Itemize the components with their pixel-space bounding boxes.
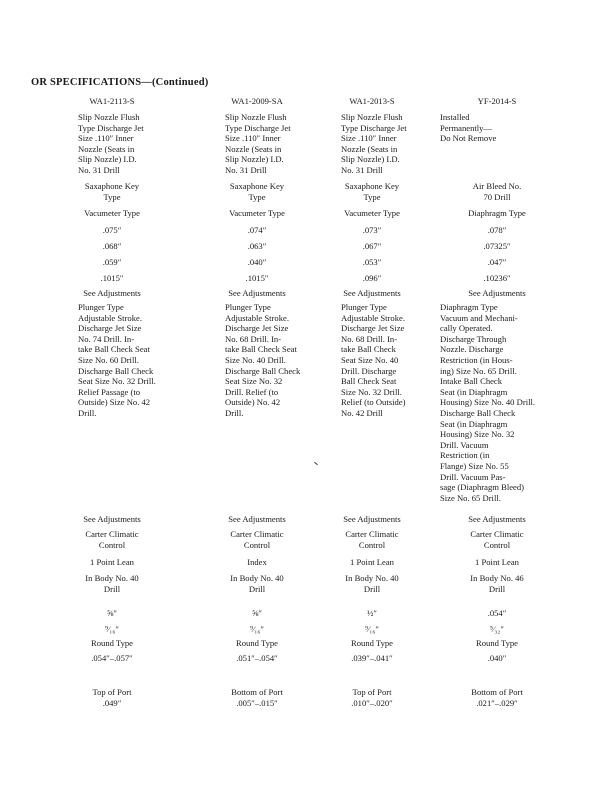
spec-choke: Carter Climatic Control — [345, 529, 399, 550]
spec-port: Top of Port .049″ — [92, 687, 132, 708]
spec-adj1: See Adjustments — [468, 288, 526, 298]
spec-metering: Vacumeter Type — [84, 208, 140, 218]
spec-v4: .1015″ — [100, 273, 124, 283]
spec-heat: In Body No. 40 Drill — [85, 573, 139, 594]
spec-port: Bottom of Port .005″–.015″ — [231, 687, 283, 708]
spec-f2: ⁹⁄₁₆″ — [364, 624, 380, 634]
spec-v2: .063″ — [247, 241, 267, 251]
spec-v1: .075″ — [102, 225, 122, 235]
spec-port: Top of Port .010″–.020″ — [351, 687, 393, 708]
spec-key-type: Saxaphone Key Type — [344, 181, 400, 202]
spec-setting: Index — [247, 557, 267, 567]
spec-model: WA1-2013-S — [349, 96, 395, 106]
spec-metering: Diaphragm Type — [468, 208, 526, 218]
spec-adj1: See Adjustments — [228, 288, 286, 298]
spec-v3: .040″ — [247, 257, 267, 267]
spec-v3: .059″ — [102, 257, 122, 267]
spec-round: Round Type — [91, 638, 133, 648]
spec-v2: .067″ — [362, 241, 382, 251]
spec-v2: .07325″ — [483, 241, 511, 251]
spec-v1: .073″ — [362, 225, 382, 235]
spec-adj2: See Adjustments — [343, 514, 401, 524]
spec-f2: ⁹⁄₁₆″ — [104, 624, 120, 634]
spec-v4: .1015″ — [245, 273, 269, 283]
spec-heat: In Body No. 40 Drill — [230, 573, 284, 594]
spec-model: WA1-2113-S — [89, 96, 135, 106]
spec-adj2: See Adjustments — [83, 514, 141, 524]
spec-v3: .047″ — [487, 257, 507, 267]
spec-range: .040″ — [487, 653, 507, 663]
spec-range: .039″–.041″ — [351, 653, 393, 663]
spec-setting: 1 Point Lean — [90, 557, 134, 567]
spec-metering: Vacumeter Type — [229, 208, 285, 218]
spec-round: Round Type — [351, 638, 393, 648]
spec-v3: .053″ — [362, 257, 382, 267]
spec-round: Round Type — [476, 638, 518, 648]
spec-description: Slip Nozzle Flush Type Discharge Jet Size .110″ Inner Nozzle (Seats in Slip Nozzle) I.D. No. 31 Drill — [341, 112, 407, 175]
spec-adj2: See Adjustments — [228, 514, 286, 524]
spec-key-type: Saxaphone Key Type — [229, 181, 285, 202]
spec-description: Installed Permanently— Do Not Remove — [440, 112, 497, 144]
spec-f2: ⁹⁄₁₆″ — [249, 624, 265, 634]
spec-model: WA1-2009-SA — [231, 96, 283, 106]
spec-setting: 1 Point Lean — [475, 557, 519, 567]
page-title: OR SPECIFICATIONS—(Continued) — [31, 77, 209, 88]
spec-metering: Vacumeter Type — [344, 208, 400, 218]
spec-v4: .10236″ — [483, 273, 511, 283]
spec-f2: ⁵⁄₃₂″ — [489, 624, 505, 634]
spec-v2: .068″ — [102, 241, 122, 251]
spec-heat: In Body No. 40 Drill — [345, 573, 399, 594]
spec-description: Slip Nozzle Flush Type Discharge Jet Size .110″ Inner Nozzle (Seats in Slip Nozzle) I.D. No. 31 Drill — [225, 112, 291, 175]
spec-key-type: Saxaphone Key Type — [84, 181, 140, 202]
spec-model: YF-2014-S — [477, 96, 517, 106]
scan-speck — [314, 462, 318, 465]
spec-pump: Plunger Type Adjustable Stroke. Discharge Jet Size No. 68 Drill. In- take Ball Check Seat Size No. 40 Drill. Discharge Ball Check Seat Size No. 32 Drill. Relief (to Outside) No. 42 Drill. — [225, 302, 301, 418]
spec-pump: Plunger Type Adjustable Stroke. Discharge Jet Size No. 68 Drill. In- take Ball Check Seat Size No. 40 Drill. Discharge Ball Check Seat Size No. 32 Drill. Relief (to Outside) No. 42 Drill — [341, 302, 406, 418]
spec-heat: In Body No. 46 Drill — [470, 573, 524, 594]
spec-adj2: See Adjustments — [468, 514, 526, 524]
spec-v4: .096″ — [362, 273, 382, 283]
spec-choke: Carter Climatic Control — [470, 529, 524, 550]
spec-choke: Carter Climatic Control — [85, 529, 139, 550]
spec-setting: 1 Point Lean — [350, 557, 394, 567]
spec-port: Bottom of Port .021″–.029″ — [471, 687, 523, 708]
spec-range: .051″–.054″ — [236, 653, 278, 663]
spec-adj1: See Adjustments — [83, 288, 141, 298]
spec-v1: .074″ — [247, 225, 267, 235]
spec-f1: .054″ — [487, 608, 507, 618]
spec-f1: ⅝″ — [106, 608, 118, 618]
spec-round: Round Type — [236, 638, 278, 648]
spec-key-type: Air Bleed No. 70 Drill — [472, 181, 522, 202]
spec-pump: Diaphragm Type Vacuum and Mechani- cally Operated. Discharge Through Nozzle. Discharge Restriction (in Hous- ing) Size No. 65 Drill. Intake Ball Check Seat (in Diaphragm Housing) Size No. 40 Drill. Discharge Ball Check Seat (in Diaphragm Housing) Size No. 32 Drill. Vacuum Restriction (in Flange) Size No. 55 Drill. Vacuum Pas- sage (Diaphragm Bleed) Size No. 65 Drill. — [440, 302, 536, 503]
spec-v1: .078″ — [487, 225, 507, 235]
spec-adj1: See Adjustments — [343, 288, 401, 298]
spec-f1: ½″ — [366, 608, 378, 618]
spec-range: .054″–.057″ — [91, 653, 133, 663]
spec-description: Slip Nozzle Flush Type Discharge Jet Size .110″ Inner Nozzle (Seats in Slip Nozzle) I.D. No. 31 Drill — [78, 112, 144, 175]
spec-f1: ⅝″ — [251, 608, 263, 618]
spec-choke: Carter Climatic Control — [230, 529, 284, 550]
spec-pump: Plunger Type Adjustable Stroke. Discharge Jet Size No. 74 Drill. In- take Ball Check Seat Size No. 60 Drill. Discharge Ball Check Seat Size No. 32 Drill. Relief Passage (to Outside) Size No. 42 Drill. — [78, 302, 156, 418]
